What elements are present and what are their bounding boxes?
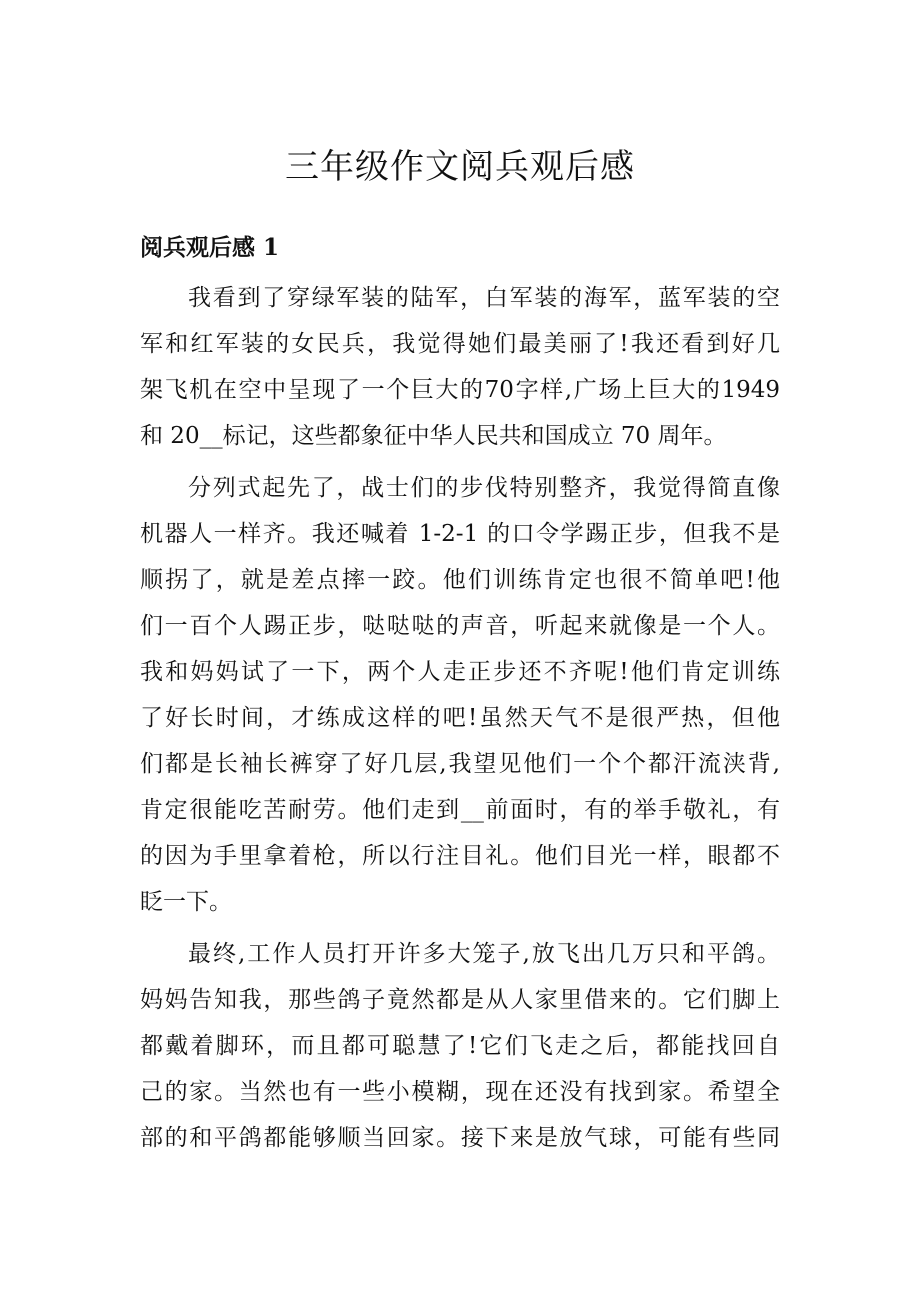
paragraph-line: 架飞机在空中呈现了一个巨大的70字样,广场上巨大的1949	[140, 377, 780, 403]
paragraph-line: 分列式起先了，战士们的步伐特别整齐，我觉得简直像	[188, 475, 780, 501]
paragraph-line: 了好长时间，才练成这样的吧!虽然天气不是很严热，但他	[140, 705, 780, 731]
document-title: 三年级作文阅兵观后感	[285, 147, 635, 187]
paragraph-line: 我看到了穿绿军装的陆军，白军装的海军，蓝军装的空	[188, 285, 780, 311]
paragraph-line: 妈妈告知我，那些鸽子竟然都是从人家里借来的。它们脚上	[140, 987, 780, 1013]
paragraph-line: 们一百个人踢正步，哒哒哒的声音，听起来就像是一个人。	[140, 613, 780, 639]
paragraph-line: 肯定很能吃苦耐劳。他们走到__前面时，有的举手敬礼，有	[140, 797, 780, 823]
paragraph-line: 顺拐了，就是差点摔一跤。他们训练肯定也很不简单吧!他	[140, 567, 780, 593]
paragraph-line: 军和红军装的女民兵，我觉得她们最美丽了!我还看到好几	[140, 331, 780, 357]
section-heading: 阅兵观后感 1	[140, 234, 280, 261]
paragraph-line: 我和妈妈试了一下，两个人走正步还不齐呢!他们肯定训练	[140, 659, 780, 685]
paragraph-line: 最终,工作人员打开许多大笼子,放飞出几万只和平鸽。	[188, 941, 780, 967]
paragraph-line: 们都是长袖长裤穿了好几层,我望见他们一个个都汗流浃背,	[140, 751, 780, 777]
paragraph-line: 己的家。当然也有一些小模糊，现在还没有找到家。希望全	[140, 1079, 780, 1105]
paragraph-line: 眨一下。	[140, 889, 232, 915]
paragraph-line: 和 20__标记，这些都象征中华人民共和国成立 70 周年。	[140, 423, 727, 449]
paragraph-line: 都戴着脚环，而且都可聪慧了!它们飞走之后，都能找回自	[140, 1033, 780, 1059]
paragraph-line: 机器人一样齐。我还喊着 1-2-1 的口令学踢正步，但我不是	[140, 521, 780, 547]
paragraph-line: 的因为手里拿着枪，所以行注目礼。他们目光一样，眼都不	[140, 843, 780, 869]
paragraph-line: 部的和平鸽都能够顺当回家。接下来是放气球，可能有些同	[140, 1125, 780, 1151]
